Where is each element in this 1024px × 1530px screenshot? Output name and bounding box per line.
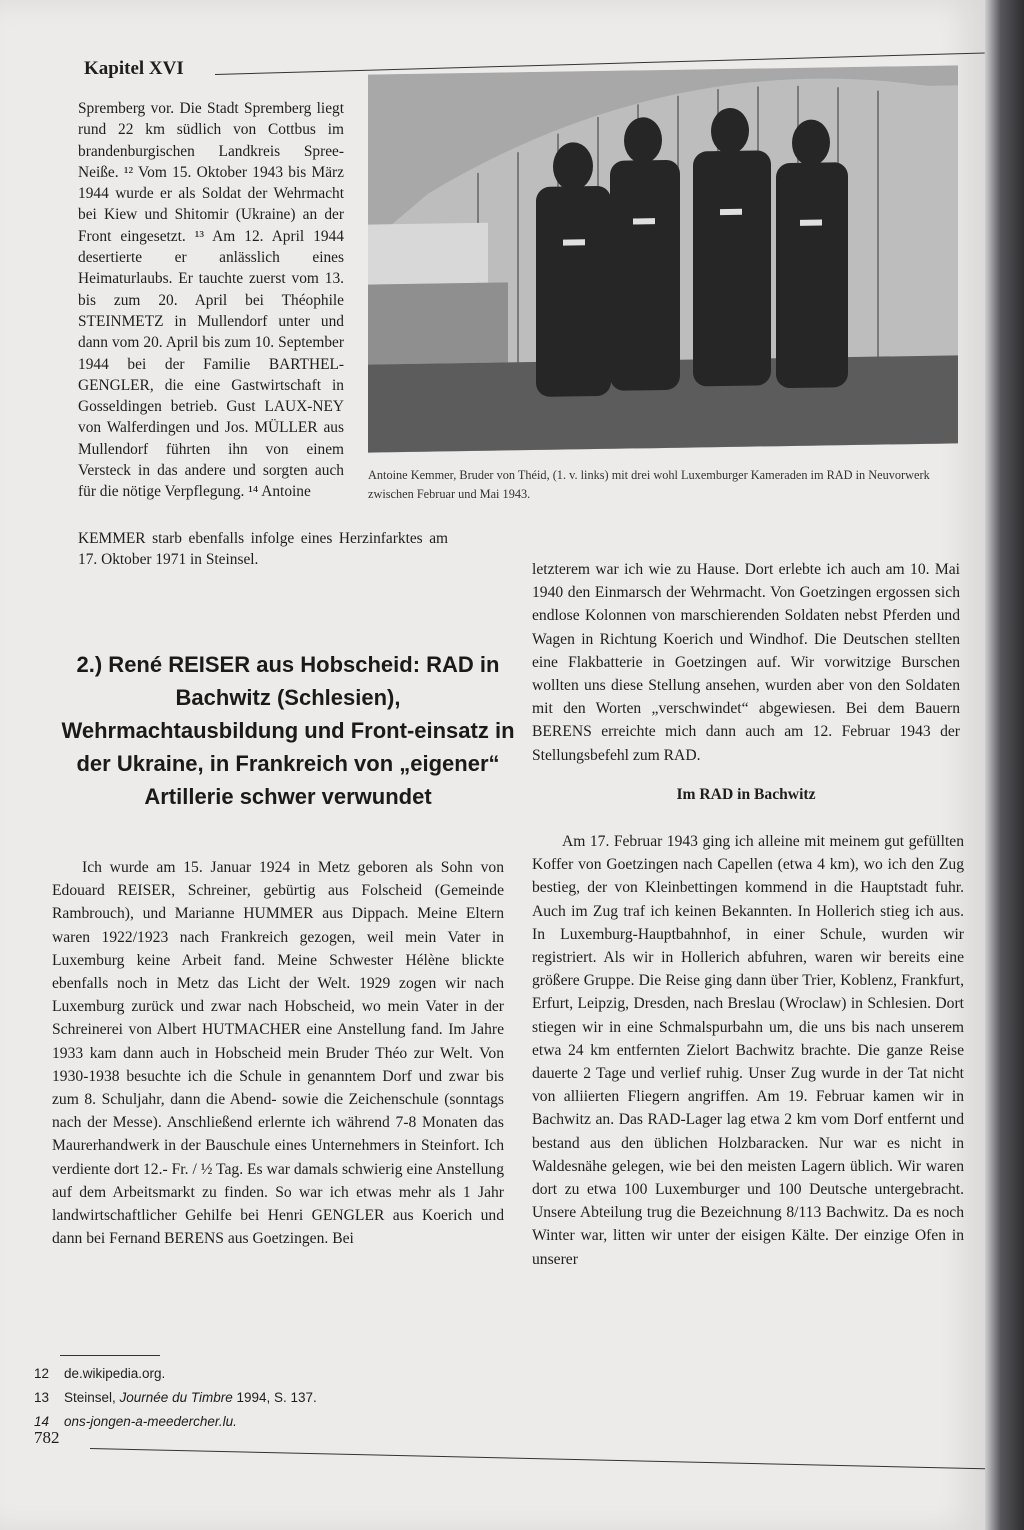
body-paragraph-right: Am 17. Februar 1943 ging ich alleine mit meinem gut gefüllten Koffer von Goetzingen nach Capellen (etwa 4 km), wo ich den Zug bestieg, der von Kleinbettingen kommend in die Hauptstadt fuhr. Auch im Zug traf ich keinen Bekannten. In Hollerich stieg ich aus. In Luxemburg-Hauptbahnhof, in einer Schule, wurden wir registriert. Als wir in Hollerich abfuhren, waren wir bereits eine größere Gruppe. Die Reise ging dann über Trier, Koblenz, Frankfurt, Erfurt, Leipzig, Dresden, nach Breslau (Wroclaw) in Schlesien. Dort stiegen wir in eine Schmalspurbahn um, die uns bis nach unserem etwa 24 km entfernten Zielort Bachwitz brachte. Die ganze Reise dauerte 2 Tage und verlief ruhig. Unser Zug wurde in der Tat nicht von alliierten Fliegern angriffen. Am 19. Februar kamen wir in Bachwitz an. Das RAD-Lager lag etwa 2 km vom Dorf entfernt und bestand aus den üblichen Holzbaracken. Nur war es nicht in Waldesnähe gelegen, wie bei den meisten Lagern üblich. Wir waren dort zu etwa 100 Luxemburger und 100 Deutsche untergebracht. Unsere Abteilung trug die Bezeichnung 8/113 Bachwitz. Da es noch Winter war, litten wir unter der eisigen Kälte. Der einzige Ofen in unserer <box>532 833 964 1268</box>
photo-caption: Antoine Kemmer, Bruder von Théid, (1. v. links) mit drei wohl Luxemburger Kameraden im RAD in Neuvorwerk zwischen Februar und Mai 1943. <box>368 468 930 501</box>
footnote-number: 13 <box>34 1390 50 1405</box>
footnote-13 <box>34 1386 317 1410</box>
footnote-text: ons-jongen-a-meedercher.lu. <box>64 1414 237 1429</box>
intro-paragraph-end: KEMMER starb ebenfalls infolge eines Herzinfarktes am 17. Oktober 1971 in Steinsel. <box>78 530 448 569</box>
book-spine-edge <box>985 0 1024 1530</box>
footer-rule <box>90 1448 990 1469</box>
body-paragraph-left: Ich wurde am 15. Januar 1924 in Metz geboren als Sohn von Edouard REISER, Schreiner, gebürtig aus Folscheid (Gemeinde Rambrouch), und Marianne HUMMER aus Dippach. Meine Eltern waren 1922/1923 nach Frankreich gezogen, weil mein Vater in Luxemburg keine Arbeit fand. Meine Schwester Hélène blickte ebenfalls noch in Metz das Licht der Welt. 1929 zogen wir nach Luxemburg zurück und zwar nach Hobscheid, wo mein Vater in der Schreinerei von Albert HUTMACHER eine Anstellung fand. Im Jahre 1933 kam dann auch in Hobscheid mein Bruder Théo zur Welt. Von 1930-1938 besuchte ich die Schule in genanntem Dorf und zwar bis zum 8. Schuljahr, dann die Abend- sowie die Zeichenschule (sonntags nach der Messe). Anschließend erlernte ich während 7-8 Monaten das Maurerhandwerk in der Bauschule eines Unternehmers in Steinfort. Ich verdiente dort 12.- Fr. / ½ Tag. Es war damals schwierig eine Anstellung auf dem Arbeitsmarkt zu finden. So war ich etwas mehr als 1 Jahr landwirtschaftlicher Gehilfe bei Henri GENGLER aus Koerich und dann bei Fernand BERENS aus Goetzingen. Bei <box>52 859 504 1248</box>
footnote-14 <box>34 1410 317 1434</box>
footnote-12 <box>34 1362 317 1386</box>
page-number: 782 <box>34 1428 60 1447</box>
historical-photo <box>368 65 958 452</box>
footnote-text: Steinsel, Journée du Timbre 1994, S. 137. <box>64 1390 317 1405</box>
footnote-number: 14 <box>34 1414 50 1429</box>
footnote-text: de.wikipedia.org. <box>64 1366 166 1381</box>
photo-illustration <box>368 65 958 452</box>
section-heading: 2.) René REISER aus Hobscheid: RAD in Bachwitz (Schlesien), Wehrmachtausbildung und Front-einsatz in der Ukraine, in Frankreich von „eigener“ Artillerie schwer verwundet <box>61 652 515 809</box>
subsection-heading: Im RAD in Bachwitz <box>676 786 816 803</box>
footnote-number: 12 <box>34 1366 50 1381</box>
footnotes <box>34 1362 317 1434</box>
chapter-title: Kapitel XVI <box>84 58 184 79</box>
footnote-rule <box>60 1355 160 1356</box>
body-paragraph-right-top: letzterem war ich wie zu Hause. Dort erlebte ich auch am 10. Mai 1940 den Einmarsch der Wehrmacht. Von Goetzingen ergossen sich endlose Kolonnen von marschierenden Soldaten nebst Pferden und Wagen in Richtung Koerich und Windhof. Die Deutschen stellten eine Flakbatterie in Goetzingen auf. Wir vorwitzige Burschen wollten uns diese Stellung ansehen, wurden aber von den Soldaten mit den Worten „verschwindet“ abgewiesen. Bei dem Bauern BERENS erreichte mich dann auch am 12. Februar 1943 der Stellungsbefehl zum RAD. <box>532 561 960 764</box>
intro-paragraph: Spremberg vor. Die Stadt Spremberg liegt rund 22 km südlich von Cottbus im brandenburgischen Landkreis Spree-Neiße. ¹² Vom 15. Oktober 1943 bis März 1944 wurde er als Soldat der Wehrmacht bei Kiew und Shitomir (Ukraine) an der Front eingesetzt. ¹³ Am 12. April 1944 desertierte er anlässlich eines Heimaturlaubs. Er tauchte zuerst vom 13. bis zum 20. April bei Théophile STEINMETZ in Mullendorf unter und dann vom 20. April bis zum 10. September 1944 bei der Familie BARTHEL-GENGLER, die eine Gastwirtschaft in Gosseldingen betrieb. Gust LAUX-NEY von Walferdingen und Jos. MÜLLER aus Mullendorf führten ihn von einem Versteck in das andere und sorgten auch für die nötige Verpflegung. ¹⁴ Antoine <box>78 100 344 501</box>
